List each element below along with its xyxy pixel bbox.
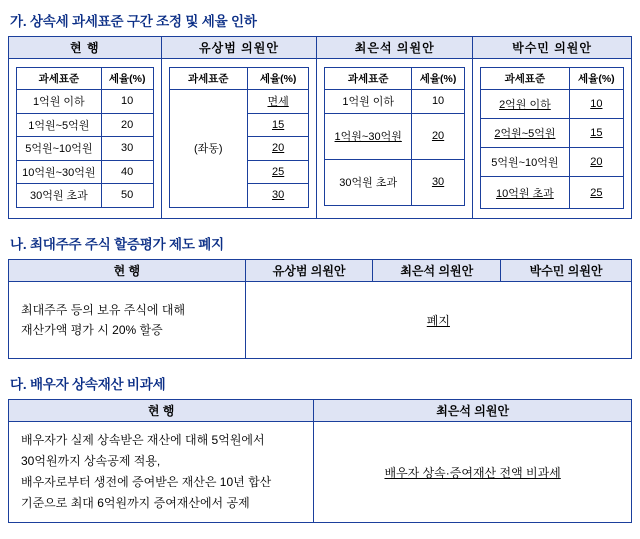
- cell-base: 1억원~5억원: [17, 113, 102, 137]
- cell-rate: 15: [247, 113, 309, 137]
- cell-rate: 30: [247, 184, 309, 208]
- section-a-body-row: [9, 59, 632, 219]
- table-row: [325, 68, 465, 90]
- cell-base: 10억원 초과: [481, 177, 570, 209]
- cell-base: 30억원 초과: [325, 159, 412, 205]
- cell-base: 5억원~10억원: [17, 137, 102, 161]
- pane-choieunseok: [317, 59, 473, 219]
- inner-header-rate: 세율(%): [569, 68, 623, 90]
- current-law-text: [9, 422, 314, 523]
- table-row: [481, 90, 624, 119]
- inner-header-rate: 세율(%): [247, 68, 309, 90]
- section-b-table: [8, 259, 632, 359]
- table-row: [17, 137, 154, 161]
- proposal-exemption-text: 배우자 상속·증여재산 전액 비과세: [314, 422, 632, 523]
- cell-base: 5억원~10억원: [481, 148, 570, 177]
- section-b-title: 나. 최대주주 주식 할증평가 제도 폐지: [10, 237, 224, 252]
- section-a-table: [8, 36, 632, 219]
- current-law-line-4: 기준으로 최대 6억원까지 증여재산에서 공제: [21, 496, 250, 510]
- section-c-table: [8, 399, 632, 523]
- cell-base: 10억원~30억원: [17, 160, 102, 184]
- table-row: [169, 68, 309, 90]
- current-law-line-1: 배우자가 실제 상속받은 재산에 대해 5억원에서: [21, 433, 265, 447]
- col-header-current: 현 행: [9, 400, 314, 422]
- inner-header-rate: 세율(%): [412, 68, 465, 90]
- cell-rate: 10: [412, 90, 465, 114]
- cell-base: 1억원 이하: [17, 90, 102, 114]
- cell-rate: 면세: [247, 90, 309, 114]
- col-header-parksumin: 박수민 의원안: [473, 37, 632, 59]
- table-row: [17, 160, 154, 184]
- current-law-line-1: 최대주주 등의 보유 주식에 대해: [21, 302, 186, 317]
- pane-yusangbeom-inner-table: [169, 67, 310, 208]
- section-c-title: 다. 배우자 상속재산 비과세: [10, 377, 166, 392]
- cell-base: 2억원 이하: [481, 90, 570, 119]
- inner-header-base: 과세표준: [481, 68, 570, 90]
- cell-rate: 20: [247, 137, 309, 161]
- section-c-body-row: [9, 422, 632, 523]
- cell-base: 1억원 이하: [325, 90, 412, 114]
- cell-same-as-left: (좌동): [169, 90, 247, 208]
- section-b-body-row: [9, 282, 632, 359]
- section-c-header-row: [9, 400, 632, 422]
- table-row: [481, 119, 624, 148]
- proposal-abolish-text: 폐지: [245, 282, 631, 359]
- cell-base: 1억원~30억원: [325, 113, 412, 159]
- cell-rate: 10: [101, 90, 153, 114]
- cell-rate: 50: [101, 184, 153, 208]
- inner-header-base: 과세표준: [169, 68, 247, 90]
- cell-base: 30억원 초과: [17, 184, 102, 208]
- pane-current: [9, 59, 162, 219]
- table-row: [325, 113, 465, 159]
- pane-choieunseok-inner-table: [324, 67, 465, 206]
- col-header-choieunseok: 최은석 의원안: [317, 37, 473, 59]
- table-row: [481, 177, 624, 209]
- table-row: [325, 90, 465, 114]
- cell-rate: 20: [101, 113, 153, 137]
- pane-current-inner-table: [16, 67, 154, 208]
- table-row: [169, 90, 309, 114]
- cell-rate: 25: [247, 160, 309, 184]
- table-row: [17, 68, 154, 90]
- inner-header-rate: 세율(%): [101, 68, 153, 90]
- cell-rate: 20: [412, 113, 465, 159]
- table-row: [17, 184, 154, 208]
- cell-rate: 10: [569, 90, 623, 119]
- section-a-header-row: [9, 37, 632, 59]
- table-row: [481, 148, 624, 177]
- col-header-current: 현 행: [9, 260, 246, 282]
- current-law-line-3: 배우자로부터 생전에 증여받은 재산은 10년 합산: [21, 475, 272, 489]
- current-law-line-2: 30억원까지 상속공제 적용,: [21, 454, 161, 468]
- current-law-text: [9, 282, 246, 359]
- cell-rate: 25: [569, 177, 623, 209]
- col-header-yusangbeom: 유상범 의원안: [245, 260, 373, 282]
- pane-parksumin-inner-table: [480, 67, 624, 209]
- cell-base: 2억원~5억원: [481, 119, 570, 148]
- cell-rate: 20: [569, 148, 623, 177]
- col-header-choieunseok: 최은석 의원안: [314, 400, 632, 422]
- cell-rate: 40: [101, 160, 153, 184]
- section-a-title: 가. 상속세 과세표준 구간 조정 및 세율 인하: [10, 14, 257, 29]
- cell-rate: 15: [569, 119, 623, 148]
- current-law-line-2: 재산가액 평가 시 20% 할증: [21, 323, 163, 337]
- col-header-parksumin: 박수민 의원안: [501, 260, 632, 282]
- inner-header-base: 과세표준: [325, 68, 412, 90]
- col-header-yusangbeom: 유상범 의원안: [161, 37, 317, 59]
- col-header-choieunseok: 최은석 의원안: [373, 260, 501, 282]
- table-row: [17, 113, 154, 137]
- cell-rate: 30: [101, 137, 153, 161]
- table-row: [17, 90, 154, 114]
- pane-yusangbeom: [161, 59, 317, 219]
- table-row: [481, 68, 624, 90]
- cell-rate: 30: [412, 159, 465, 205]
- inner-header-base: 과세표준: [17, 68, 102, 90]
- table-row: [325, 159, 465, 205]
- col-header-current: 현 행: [9, 37, 162, 59]
- section-b-header-row: [9, 260, 632, 282]
- pane-parksumin: [473, 59, 632, 219]
